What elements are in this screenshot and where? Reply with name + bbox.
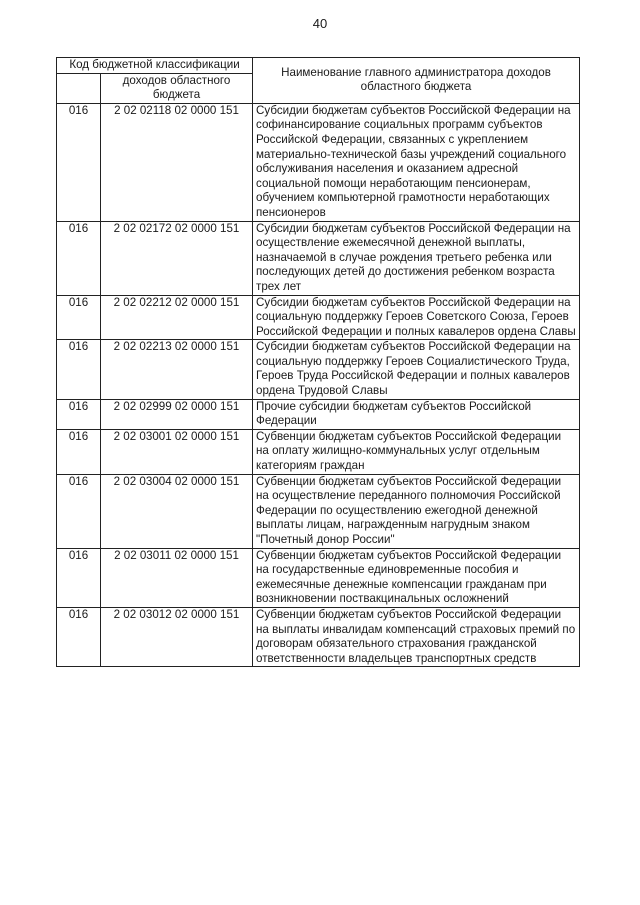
administrator-name-cell: Субвенции бюджетам субъектов Российской Федерации на осуществление переданного полномочия Российской Федерации по осуществлению ежегодной денежной выплаты лицам, награжденным нагрудным знаком "Почетный донор России" [253,474,580,548]
administrator-name-cell: Субсидии бюджетам субъектов Российской Федерации на социальную поддержку Героев Советского Союза, Героев Российской Федерации и полных кавалеров ордена Славы [253,295,580,340]
header-income-code: доходов областного бюджета [101,73,253,103]
income-code-cell: 2 02 02172 02 0000 151 [101,221,253,295]
table-row [57,221,580,295]
admin-code-cell: 016 [57,103,101,221]
administrator-name-cell: Субсидии бюджетам субъектов Российской Федерации на осуществление ежемесячной денежной выплаты, назначаемой в случае рождения третьего ребенка или последующих детей до достижения ребенком возраста трех лет [253,221,580,295]
page-number: 40 [312,16,328,31]
income-code-cell: 2 02 03011 02 0000 151 [101,548,253,607]
admin-code-cell: 016 [57,429,101,474]
header-administrator-name: Наименование главного администратора доходов областного бюджета [253,58,580,104]
table-row [57,607,580,666]
income-code-cell: 2 02 03004 02 0000 151 [101,474,253,548]
administrator-name-cell: Субсидии бюджетам субъектов Российской Федерации на софинансирование социальных программ субъектов Российской Федерации, связанных с укреплением материально-технической базы учреждений социального обслуживания населения и оказанием адресной социальной помощи неработающим пенсионерам, обучением компьютерной грамотности неработающих пенсионеров [253,103,580,221]
budget-classification-table [56,57,580,667]
table-row [57,295,580,340]
income-code-cell: 2 02 03001 02 0000 151 [101,429,253,474]
administrator-name-cell: Прочие субсидии бюджетам субъектов Российской Федерации [253,399,580,429]
admin-code-cell: 016 [57,399,101,429]
admin-code-cell: 016 [57,607,101,666]
admin-code-cell: 016 [57,221,101,295]
administrator-name-cell: Субсидии бюджетам субъектов Российской Федерации на социальную поддержку Героев Социалистического Труда, Героев Труда Российской Федерации и полных кавалеров ордена Трудовой Славы [253,340,580,399]
administrator-name-cell: Субвенции бюджетам субъектов Российской Федерации на оплату жилищно-коммунальных услуг отдельным категориям граждан [253,429,580,474]
admin-code-cell: 016 [57,295,101,340]
income-code-cell: 2 02 03012 02 0000 151 [101,607,253,666]
table-row [57,429,580,474]
table-row [57,103,580,221]
admin-code-cell: 016 [57,548,101,607]
income-code-cell: 2 02 02118 02 0000 151 [101,103,253,221]
administrator-name-cell: Субвенции бюджетам субъектов Российской Федерации на государственные единовременные пособия и ежемесячные денежные компенсации гражданам при возникновении поствакцинальных осложнений [253,548,580,607]
admin-code-cell: 016 [57,340,101,399]
administrator-name-cell: Субвенции бюджетам субъектов Российской Федерации на выплаты инвалидам компенсаций страховых премий по договорам обязательного страхования гражданской ответственности владельцев транспортных средств [253,607,580,666]
income-code-cell: 2 02 02213 02 0000 151 [101,340,253,399]
income-code-cell: 2 02 02999 02 0000 151 [101,399,253,429]
table-row [57,474,580,548]
income-code-cell: 2 02 02212 02 0000 151 [101,295,253,340]
header-admin-code [57,73,101,103]
admin-code-cell: 016 [57,474,101,548]
table-row [57,548,580,607]
header-classification-code: Код бюджетной классификации [57,58,253,74]
table-row [57,399,580,429]
table-row [57,340,580,399]
